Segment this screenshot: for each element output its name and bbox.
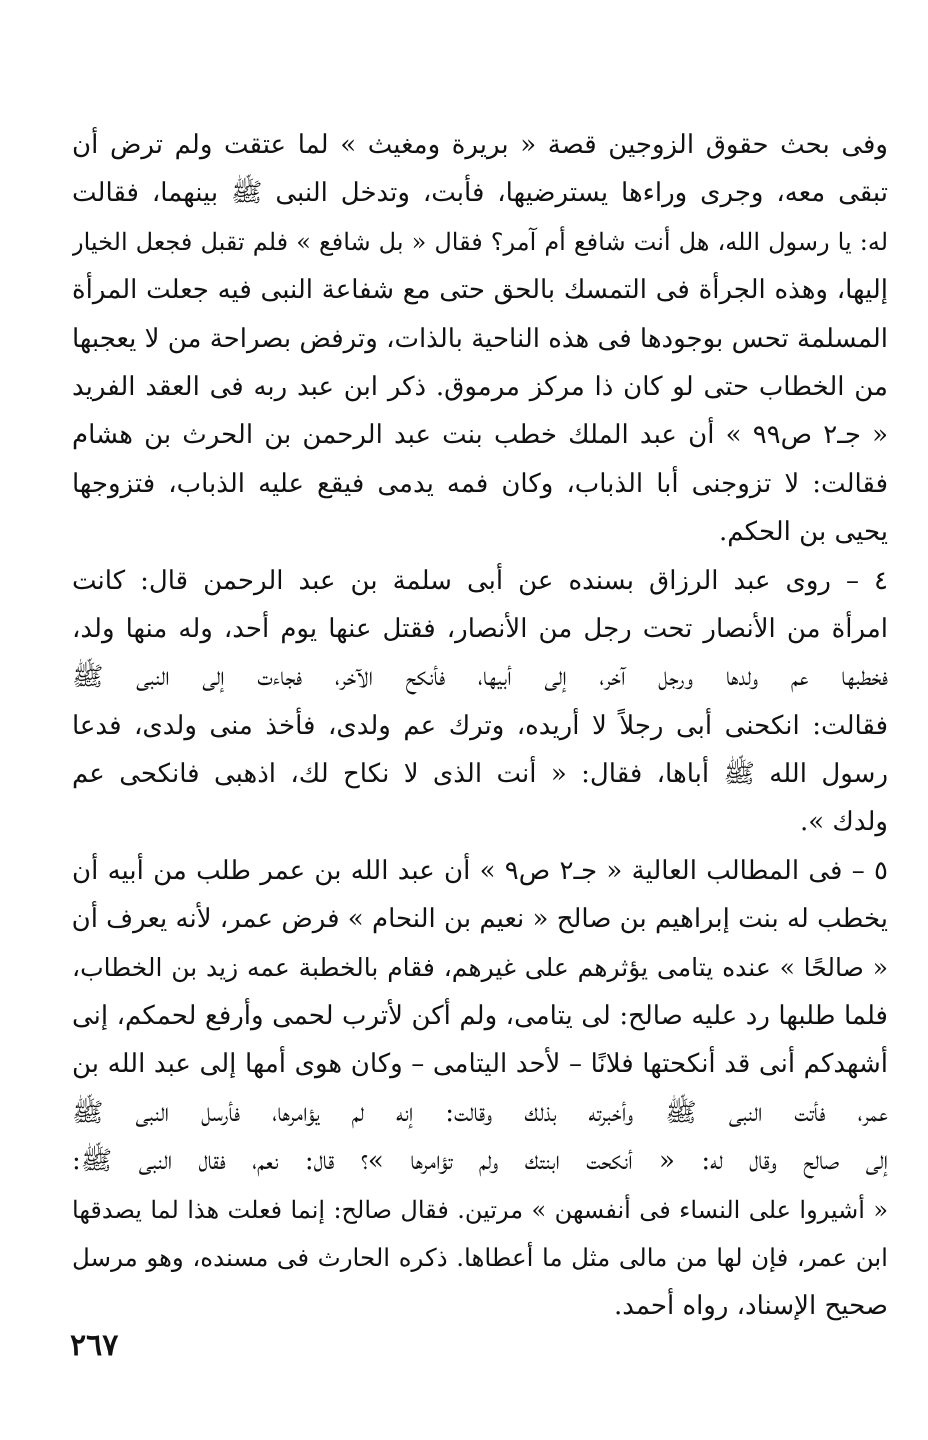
text-line: من الخطاب حتى لو كان ذا مركز مرموق. ذكر ابن عبد ربه فى العقد الفريد (72, 371, 888, 402)
page-number: ٢٦٧ (70, 1328, 119, 1363)
text-line: إليها، وهذه الجرأة فى التمسك بالحق حتى مع شفاعة النبى فيه جعلت المرأة (72, 275, 888, 306)
page-body-text (72, 121, 888, 1331)
text-line: المسلمة تحس بوجودها فى هذه الناحية بالذات، وترفض بصراحة من لا يعجبها (72, 323, 888, 354)
text-line: ٤ – روى عبد الرزاق بسنده عن أبى سلمة بن عبد الرحمن قال: كانت (72, 565, 888, 596)
text-line: صحيح الإسناد، رواه أحمد. (613, 1291, 888, 1322)
text-line: فقالت: انكحنى أبى رجلاً لا أريده، وترك عم ولدى، فأخذ منى ولدى، فدعا (72, 710, 888, 741)
text-line: يحيى بن الحكم. (719, 517, 888, 548)
text-line: فلما طلبها رد عليه صالح: لى يتامى، ولم أكن لأترب لحمى وأرفع لحمكم، إنى (72, 1001, 888, 1032)
text-line: إلى صالح وقال له: « أنكحت ابنتك ولم تؤامرها »؟ قال: نعم، فقال النبى ﷺ: (72, 1146, 888, 1177)
text-line: ابن عمر، فإن لها من مالى مثل ما أعطاها. ذكره الحارث فى مسنده، وهو مرسل (72, 1242, 888, 1272)
text-line: « جـ٢ ص٩٩ » أن عبد الملك خطب بنت عبد الرحمن بن الحرث بن هشام (72, 420, 888, 451)
text-line: له: يا رسول الله، هل أنت شافع أم آمر؟ فقال « بل شافع » فلم تقبل فجعل الخيار (72, 227, 888, 256)
text-line: عمر، فأتت النبى ﷺ وأخبرته بذلك وقالت: إنه لم يؤامرها، فأرسل النبى ﷺ (72, 1097, 888, 1128)
text-line: يخطب له بنت إبراهيم بن صالح « نعيم بن النحام » فرض عمر، لأنه يعرف أن (72, 904, 888, 935)
text-line: ٥ – فى المطالب العالية « جـ٢ ص٩ » أن عبد الله بن عمر طلب من أبيه أن (72, 855, 888, 886)
text-line: وفى بحث حقوق الزوجين قصة « بريرة ومغيث » لما عتقت ولم ترض أن (72, 130, 888, 160)
text-line: امرأة من الأنصار تحت رجل من الأنصار، فقتل عنها يوم أحد، وله منها ولد، (72, 613, 888, 644)
text-line: « أشيروا على النساء فى أنفسهن » مرتين. فقال صالح: إنما فعلت هذا لما يصدقها (72, 1195, 888, 1224)
text-line: أشهدكم أنى قد أنكحتها فلانًا – لأحد اليتامى – وكان هوى أمها إلى عبد الله بن (72, 1049, 888, 1080)
text-line: رسول الله ﷺ أباها، فقال: « أنت الذى لا نكاح لك، اذهبى فانكحى عم (72, 759, 888, 790)
text-line: ولدك ». (800, 807, 888, 838)
text-line: فخطبها عم ولدها ورجل آخر، إلى أبيها، فأنكح الآخر، فجاءت إلى النبى ﷺ (72, 662, 888, 693)
text-line: فقالت: لا تزوجنى أبا الذباب، وكان فمه يدمى فيقع عليه الذباب، فتزوجها (72, 468, 888, 499)
text-line: تبقى معه، وجرى وراءها يسترضيها، فأبت، وتدخل النبى ﷺ بينهما، فقالت (72, 178, 888, 209)
text-line: « صالحًا » عنده يتامى يؤثرهم على غيرهم، فقام بالخطبة عمه زيد بن الخطاب، (72, 952, 888, 982)
